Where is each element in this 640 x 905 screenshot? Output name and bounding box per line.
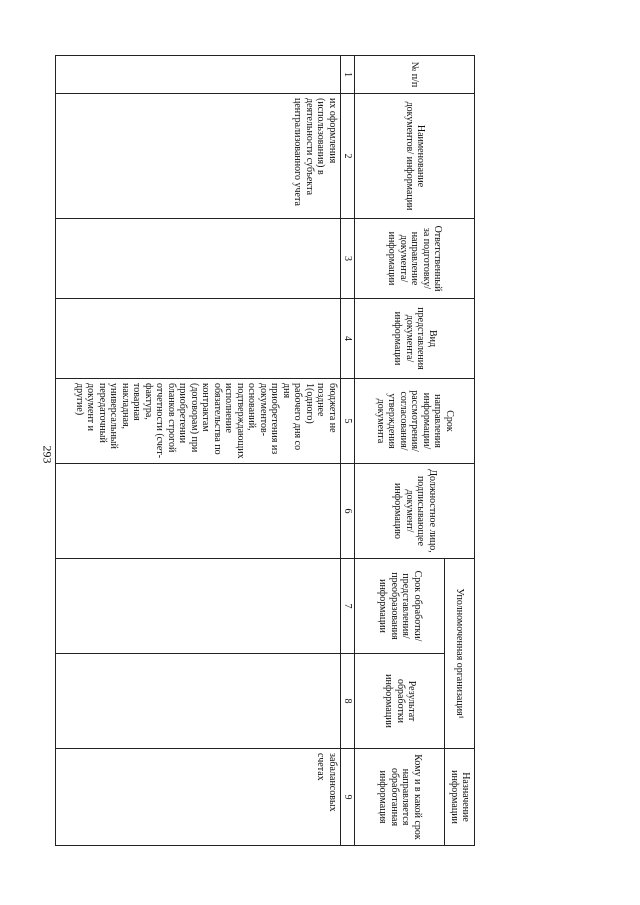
- num-9: 9: [340, 749, 355, 846]
- num-5: 5: [340, 379, 355, 464]
- cell-c5: бюджета не позднее 1(одного) рабочего дня со дня приобретения из документов-оснований, подтверждающих исполнение обязательства по контрактам (договорам) при приобретении бланков строгой отчетности (счет-фактура, товарная накладная, универсальный передаточный документ и другие): [56, 379, 341, 464]
- header-col3: Ответственный за подготовку/ направление документа/ информации: [355, 219, 475, 299]
- cell-c4: [56, 299, 341, 379]
- header-col9: Назначение информации: [445, 749, 475, 846]
- document-table: [55, 55, 475, 846]
- page-number: 293: [40, 445, 55, 464]
- num-8: 8: [340, 654, 355, 749]
- rotated-table-container: [55, 55, 475, 845]
- num-3: 3: [340, 219, 355, 299]
- header-col7: Срок обработки/ представления/ преобразования информации: [355, 559, 445, 654]
- num-1: 1: [340, 56, 355, 94]
- header-col2: Наименование документов/ информации: [355, 94, 475, 219]
- header-col8: Результат обработки информации: [355, 654, 445, 749]
- number-row: [340, 56, 355, 846]
- header-col1: № п/п: [355, 56, 475, 94]
- cell-c7: [56, 559, 341, 654]
- header-row-1: [445, 56, 475, 846]
- table-row: [56, 56, 341, 846]
- cell-c3: [56, 219, 341, 299]
- header-col9-sub: Кому и в какой срок направляется обработанная информация: [355, 749, 445, 846]
- header-group: Уполномоченная организация¹: [445, 559, 475, 749]
- header-col4: Вид представления документа/ информации: [355, 299, 475, 379]
- cell-c6: [56, 464, 341, 559]
- num-4: 4: [340, 299, 355, 379]
- num-6: 6: [340, 464, 355, 559]
- num-2: 2: [340, 94, 355, 219]
- cell-c9: забалансовых счетах: [56, 749, 341, 846]
- cell-c1: [56, 56, 341, 94]
- cell-c2: их оформления (использования) в деятельности субъекта централизованного учета: [56, 94, 341, 219]
- header-col6: Должностное лицо, подписывающее документ/ информацию: [355, 464, 475, 559]
- header-col5: Срок направления информации/ рассмотрения/ согласования/ утверждения документа: [355, 379, 475, 464]
- num-7: 7: [340, 559, 355, 654]
- cell-c8: [56, 654, 341, 749]
